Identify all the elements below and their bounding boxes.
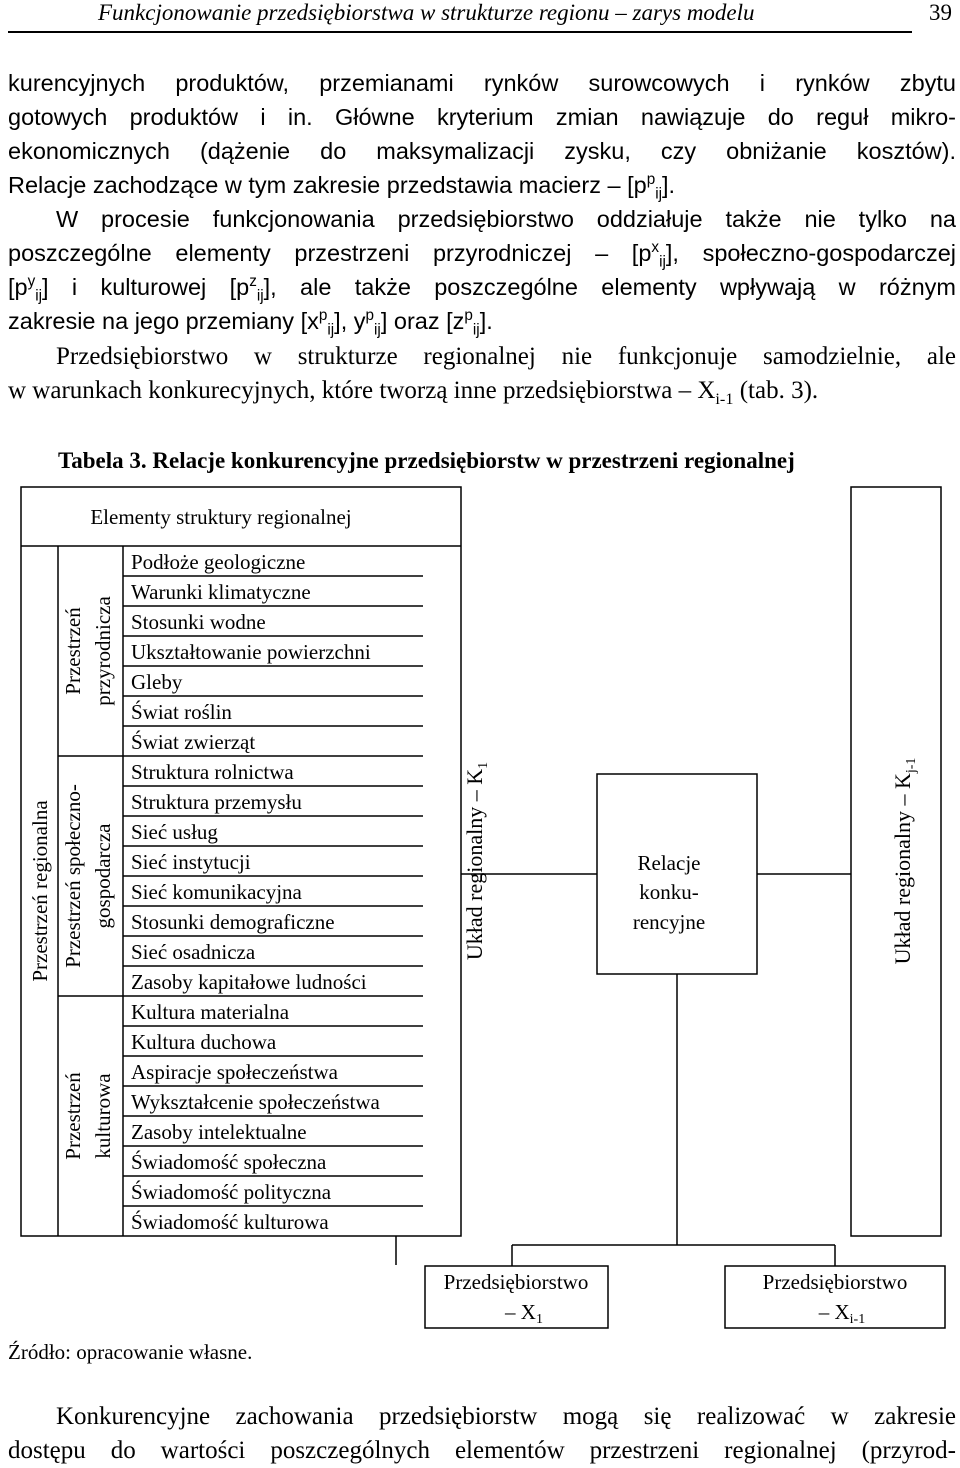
element-label: Świat roślin xyxy=(131,700,232,724)
running-title: Funkcjonowanie przedsiębiorstwa w strukturze regionu – zarys modelu xyxy=(98,0,755,25)
element-label: Stosunki wodne xyxy=(131,610,266,634)
page-number: 39 xyxy=(929,0,952,25)
element-label: Zasoby kapitałowe ludności xyxy=(131,970,367,994)
group-label-natural: Przestrzeń xyxy=(61,607,85,695)
paragraph-line: poszczególne elementy przestrzeni przyrodniczej – $[p^x_{ij}]$, społeczno-gospodarczej xyxy=(8,239,957,271)
paragraph-line: W procesie funkcjonowania przedsiębiorstwo oddziałuje także nie tylko na xyxy=(56,206,956,232)
element-label: Gleby xyxy=(131,670,183,694)
element-label: Struktura rolnictwa xyxy=(131,760,294,784)
group-label-socioeconomic: gospodarcza xyxy=(91,823,115,929)
element-label: Podłoże geologiczne xyxy=(131,550,306,574)
group-label-cultural: kulturowa xyxy=(91,1073,115,1159)
system-j-label: Układ regionalny – $K_{j-1}$ xyxy=(890,757,919,965)
element-label: Sieć osadnicza xyxy=(131,940,256,964)
enterprise-1-label: – X1 xyxy=(505,1300,543,1327)
enterprise-1-label: Przedsiębiorstwo xyxy=(443,1270,589,1294)
paragraph-line: ekonomicznych (dążenie do maksymalizacji zysku, czy obniżanie kosztów). xyxy=(8,138,956,164)
enterprise-i-label: Przedsiębiorstwo xyxy=(762,1270,908,1294)
element-label: Wykształcenie społeczeństwa xyxy=(131,1090,380,1114)
element-label: Sieć komunikacyjna xyxy=(131,880,302,904)
group-label-cultural: Przestrzeń xyxy=(61,1072,85,1160)
element-label: Kultura duchowa xyxy=(131,1030,277,1054)
paragraph-line: $[p^y_{ij}]$ i kulturowej $[p^z_{ij}]$, ale także poszczególne elementy wpływają w różnym xyxy=(8,273,956,305)
group-label-socioeconomic: Przestrzeń społeczno- xyxy=(61,784,85,968)
region-label: Przestrzeń regionalna xyxy=(28,800,52,982)
element-label: Kultura materialna xyxy=(131,1000,290,1024)
element-label: Świadomość kulturowa xyxy=(131,1210,329,1234)
paragraph-line: Konkurencyjne zachowania przedsiębiorstw mogą się realizować w zakresie xyxy=(56,1403,956,1430)
element-label: Aspiracje społeczeństwa xyxy=(131,1060,338,1084)
element-label: Stosunki demograficzne xyxy=(131,910,335,934)
footer-paragraph xyxy=(8,1400,956,1468)
element-label: Ukształtowanie powierzchni xyxy=(131,640,371,664)
element-label: Świadomość społeczna xyxy=(131,1150,327,1174)
group-label-natural: przyrodnicza xyxy=(91,596,115,706)
paragraph-line: dostępu do wartości poszczególnych elementów przestrzeni regionalnej (przyrod- xyxy=(8,1437,956,1464)
system-1-label: Układ regionalny – $K_1$ xyxy=(462,761,491,961)
relations-line: Relacje xyxy=(637,851,701,875)
elements-header: Elementy struktury regionalnej xyxy=(90,505,352,529)
element-label: Struktura przemysłu xyxy=(131,790,302,814)
source-note: Źródło: opracowanie własne. xyxy=(8,1340,253,1364)
enterprise-i-label: – Xi-1 xyxy=(818,1300,866,1327)
paragraph-line: zakresie na jego przemiany $[x^p_{ij}]$, $y^p_{ij}$] oraz $[z^p_{ij}]$. xyxy=(8,307,493,339)
relations-line: konku- xyxy=(639,880,699,904)
element-label: Warunki klimatyczne xyxy=(131,580,311,604)
element-label: Świat zwierząt xyxy=(131,730,256,754)
paragraph-line: kurencyjnych produktów, przemianami rynków surowcowych i rynków zbytu xyxy=(8,70,956,96)
paragraph-line: gotowych produktów i in. Główne kryterium zmian nawiązuje do reguł mikro- xyxy=(8,104,956,130)
element-label: Sieć usług xyxy=(131,820,218,844)
paragraph-line: Przedsiębiorstwo w strukturze regionalnej nie funkcjonuje samodzielnie, ale xyxy=(56,343,956,370)
element-label: Zasoby intelektualne xyxy=(131,1120,307,1144)
element-label: Sieć instytucji xyxy=(131,850,251,874)
paragraph-line: w warunkach konkurecyjnych, które tworzą inne przedsiębiorstwa – $X_{i-1}$ (tab. 3). xyxy=(8,377,819,408)
paragraph-line: Relacje zachodzące w tym zakresie przedstawia macierz – $[p^p_{ij}]$. xyxy=(8,171,676,203)
table-caption: Tabela 3. Relacje konkurencyjne przedsiębiorstw w przestrzeni regionalnej xyxy=(58,448,795,473)
relations-line: rencyjne xyxy=(632,910,706,934)
element-label: Świadomość polityczna xyxy=(131,1180,332,1204)
